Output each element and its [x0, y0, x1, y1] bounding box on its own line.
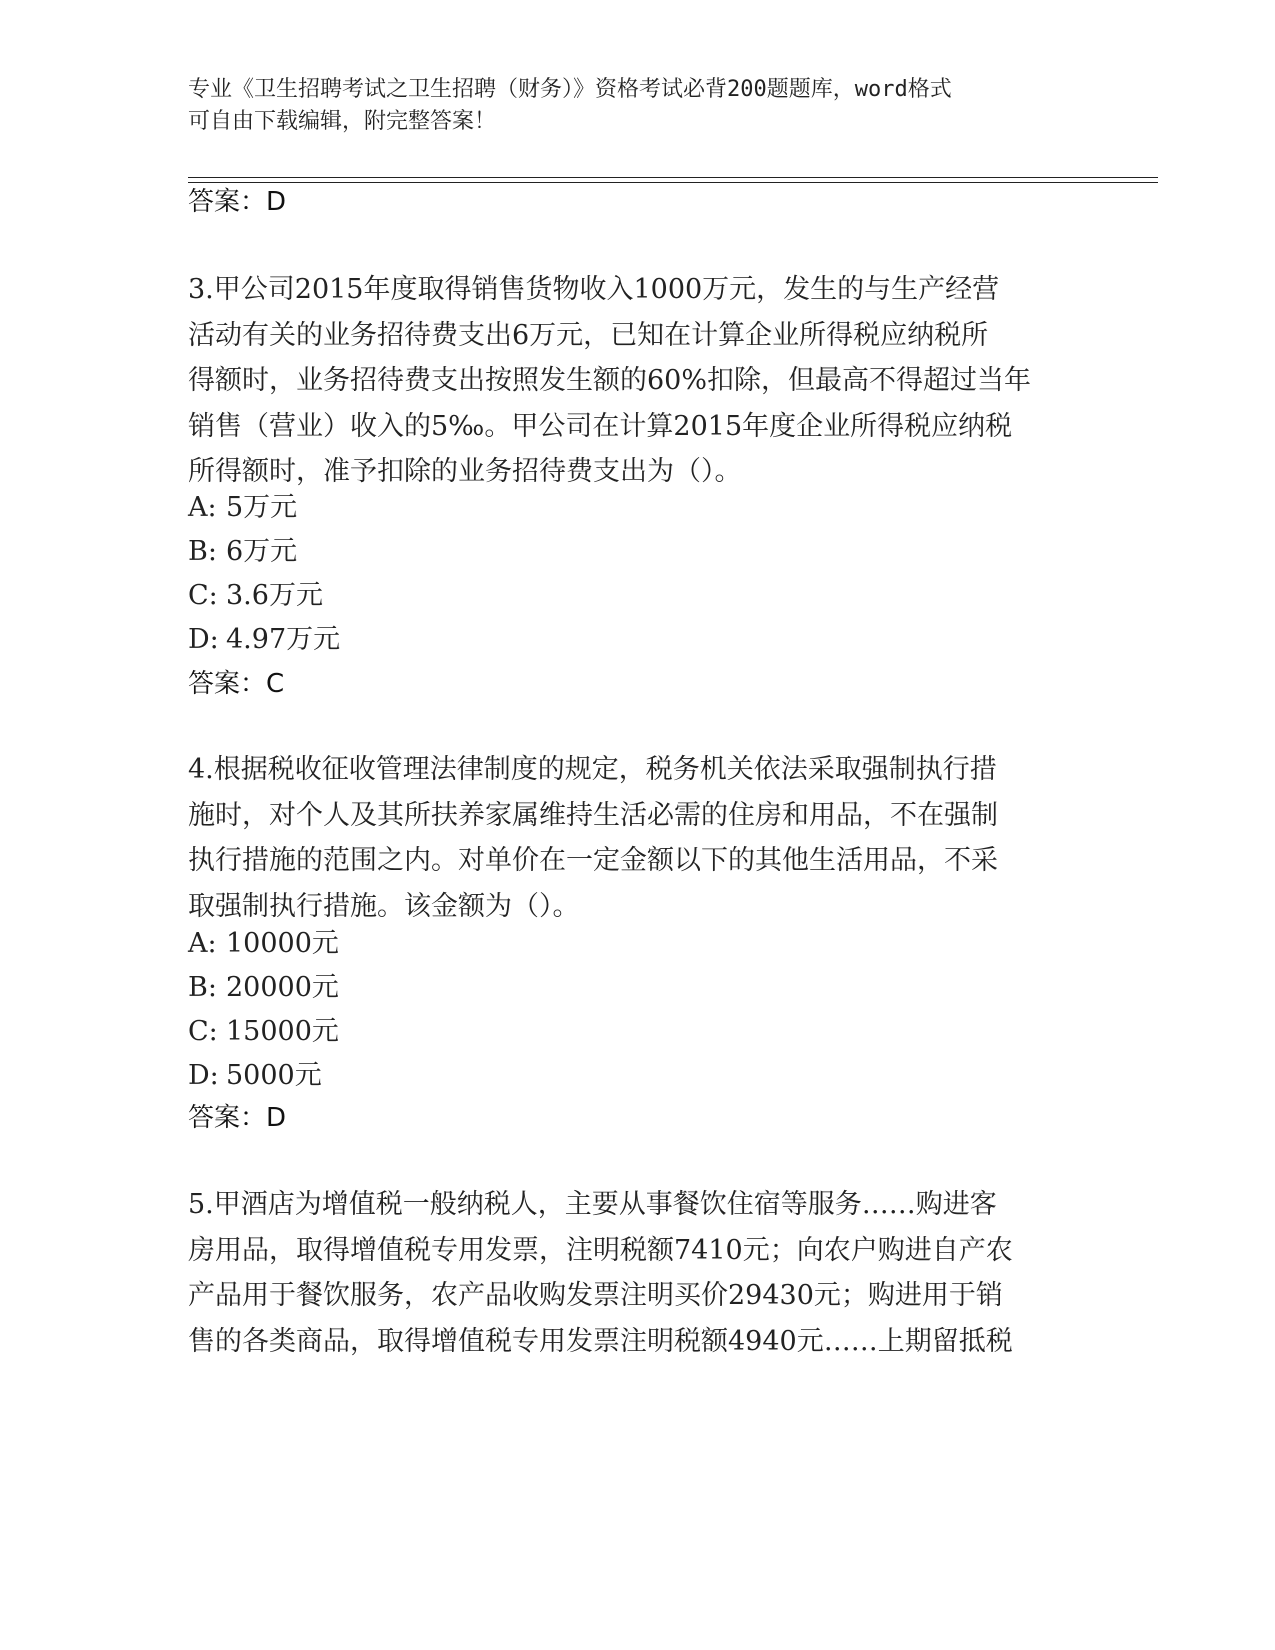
- question-line: 3.甲公司2015年度取得销售货物收入1000万元，发生的与生产经营: [188, 274, 1000, 305]
- question-line: 执行措施的范围之内。对单价在一定金额以下的其他生活用品，不采: [188, 845, 998, 876]
- option-letter: D:: [188, 624, 219, 655]
- question-line: 售的各类商品，取得增值税专用发票注明税额4940元……上期留抵税: [188, 1325, 1013, 1357]
- question-line: 施时，对个人及其所扶养家属维持生活必需的住房和用品，不在强制: [188, 799, 998, 831]
- option-text: 20000元: [226, 972, 339, 1003]
- question-4-option-b: [188, 971, 339, 1005]
- question-3-option-c: [188, 579, 323, 613]
- option-letter: B:: [188, 972, 217, 1003]
- question-4-text: [188, 747, 1088, 929]
- question-4-answer: 答案：D: [188, 1103, 287, 1133]
- question-3-text: [188, 267, 1088, 495]
- question-3-option-d: [188, 623, 340, 657]
- option-letter: A:: [188, 928, 217, 959]
- question-3-option-a: [188, 491, 297, 525]
- option-text: 15000元: [226, 1016, 339, 1047]
- question-5-text: [188, 1182, 1088, 1364]
- question-4-option-c: [188, 1015, 339, 1049]
- option-text: 10000元: [226, 928, 339, 959]
- question-line: 产品用于餐饮服务，农产品收购发票注明买价29430元；购进用于销: [188, 1280, 1003, 1311]
- header-line-2: 可自由下载编辑，附完整答案！: [188, 109, 497, 134]
- option-text: 5000元: [226, 1060, 322, 1091]
- option-letter: A:: [188, 492, 217, 523]
- question-line: 5.甲酒店为增值税一般纳税人，主要从事餐饮住宿等服务……购进客: [188, 1189, 997, 1220]
- question-3-option-b: [188, 535, 297, 569]
- option-text: 4.97万元: [226, 624, 341, 655]
- previous-answer: 答案：D: [188, 187, 287, 217]
- question-line: 4.根据税收征收管理法律制度的规定，税务机关依法采取强制执行措: [188, 754, 997, 785]
- option-text: 6万元: [226, 536, 298, 567]
- question-line: 取强制执行措施。该金额为（）。: [188, 890, 580, 922]
- header-divider-top: [188, 177, 1158, 178]
- question-line: 得额时，业务招待费支出按照发生额的60%扣除，但最高不得超过当年: [188, 365, 1032, 396]
- option-letter: C:: [188, 1016, 218, 1047]
- option-text: 5万元: [226, 492, 298, 523]
- document-header: [188, 74, 1068, 138]
- option-letter: D:: [188, 1060, 219, 1091]
- header-divider-bottom: [188, 182, 1158, 183]
- option-text: 3.6万元: [226, 580, 323, 611]
- question-4-option-d: [188, 1059, 322, 1093]
- question-4-option-a: [188, 927, 339, 961]
- question-line: 活动有关的业务招待费支出6万元，已知在计算企业所得税应纳税所: [188, 319, 989, 351]
- option-letter: C:: [188, 580, 218, 611]
- header-line-1: 专业《卫生招聘考试之卫生招聘（财务）》资格考试必背200题题库，word格式: [188, 77, 952, 102]
- question-3-answer: 答案：C: [188, 669, 285, 699]
- question-line: 所得额时，准予扣除的业务招待费支出为（）。: [188, 456, 742, 487]
- question-line: 销售（营业）收入的5‰。甲公司在计算2015年度企业所得税应纳税: [188, 410, 1013, 442]
- question-line: 房用品，取得增值税专用发票，注明税额7410元；向农户购进自产农: [188, 1234, 1013, 1266]
- option-letter: B:: [188, 536, 217, 567]
